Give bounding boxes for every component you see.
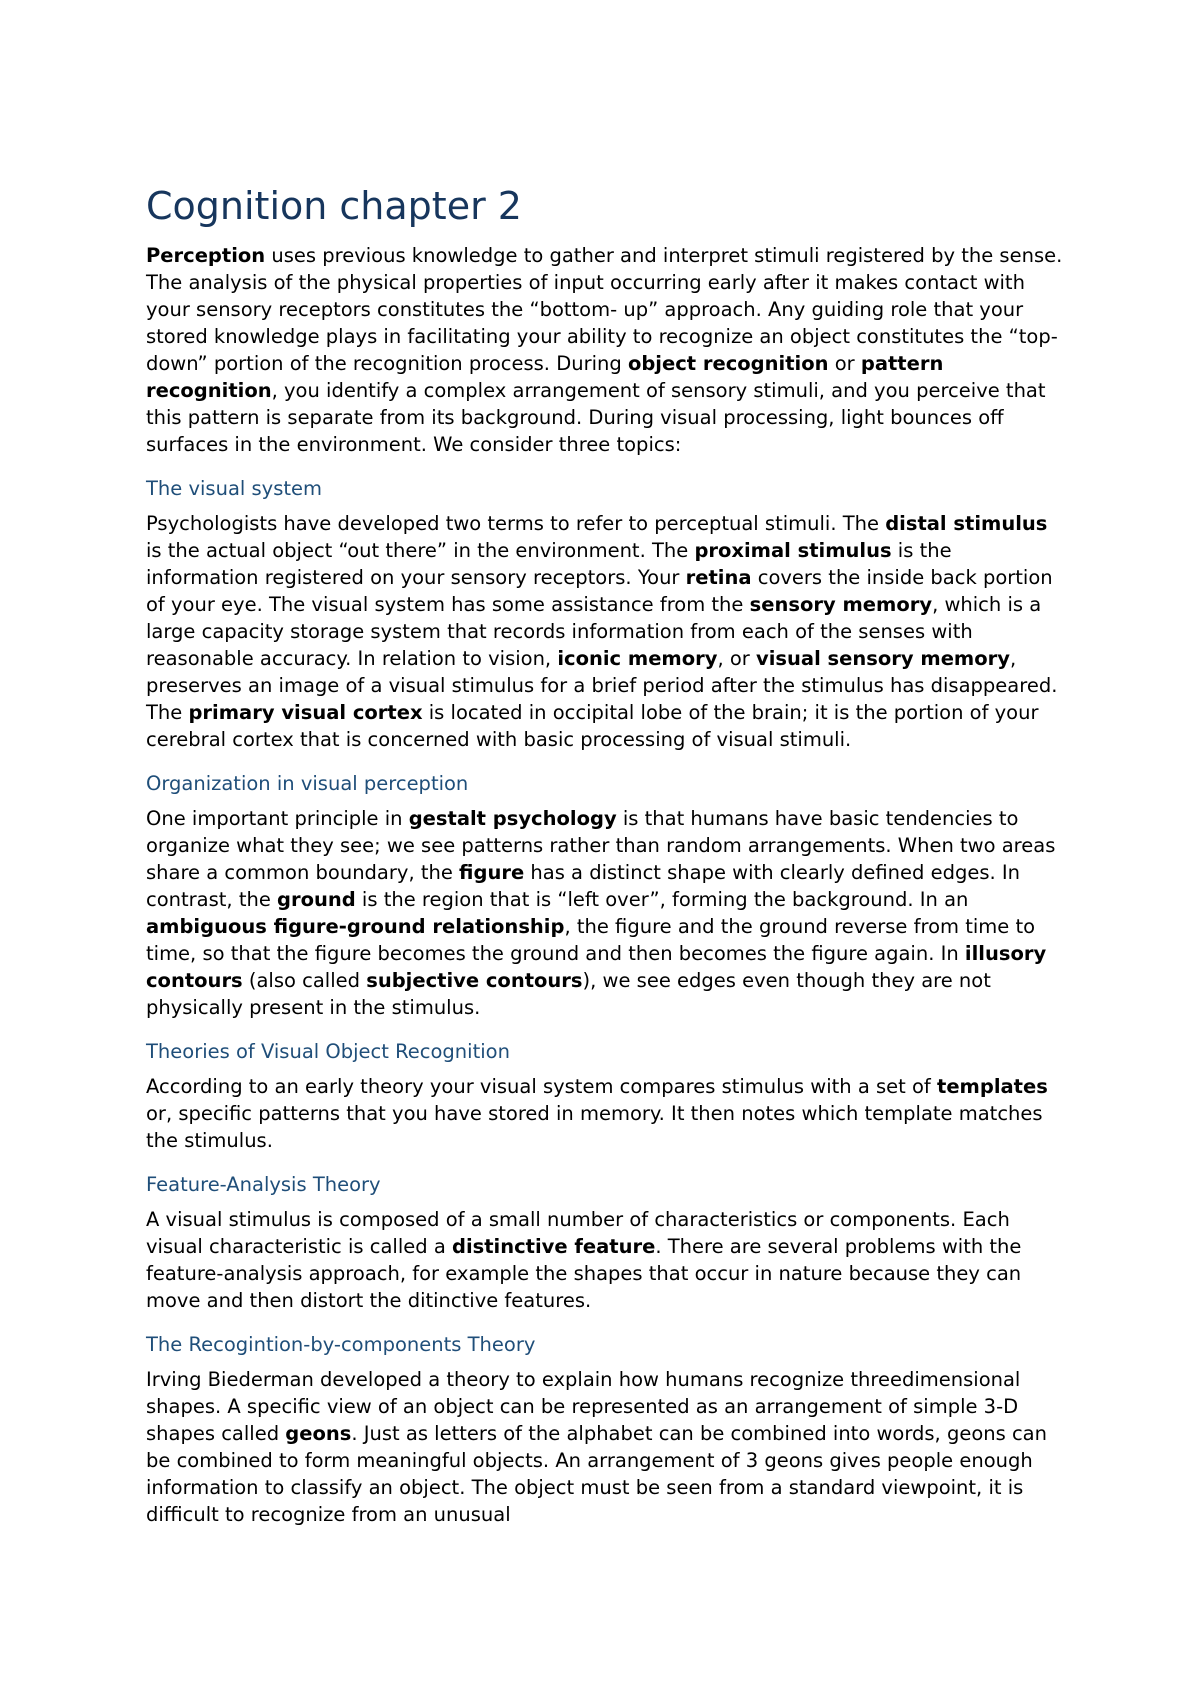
section-paragraph (146, 1206, 1066, 1314)
paragraph-text: uses previous knowledge to gather and interpret stimuli registered by the sense. The analysis of the physical properties of input occurring early after it makes contact with your sensory receptors constitutes the “bottom- up” approach. Any guiding role that your stored knowledge plays in facilitating your ability to recognize an object constitutes the “top-down” portion of the recognition process. During (146, 244, 1063, 375)
paragraph-text: A visual stimulus is composed of a small number of characteristics or components. Each visual characteristic is called a (146, 1208, 1010, 1258)
key-term: object recognition (627, 352, 829, 375)
paragraph-text: has a distinct shape with clearly defined edges. In contrast, the (146, 861, 1021, 911)
key-term: proximal stimulus (694, 539, 892, 562)
key-term: distal stimulus (885, 512, 1048, 535)
paragraph-text: One important principle in (146, 807, 409, 830)
paragraph-text: is the region that is “left over”, forming the background. In an (355, 888, 969, 911)
section-heading: Theories of Visual Object Recognition (146, 1040, 510, 1063)
key-term: retina (685, 566, 752, 589)
key-term: iconic memory (557, 647, 718, 670)
paragraph-text: or (828, 352, 861, 375)
document-title: Cognition chapter 2 (146, 184, 522, 228)
section-heading: The Recogintion-by-components Theory (146, 1333, 536, 1356)
paragraph-text: , the figure and the ground reverse from time to time, so that the figure becomes the ground and then becomes the figure again. In (146, 915, 1036, 965)
section-paragraph (146, 510, 1066, 753)
key-term: sensory memory (749, 593, 933, 616)
document-body (146, 242, 1066, 1528)
paragraph-text: or, specific patterns that you have stored in memory. It then notes which template matches the stimulus. (146, 1102, 1043, 1152)
key-term: illusory contours (146, 942, 1047, 992)
key-term: Perception (146, 244, 266, 267)
key-term: geons (285, 1422, 352, 1445)
key-term: ground (277, 888, 356, 911)
section-heading: Feature-Analysis Theory (146, 1173, 381, 1196)
paragraph-text: is the information registered on your sensory receptors. Your (146, 539, 952, 589)
key-term: subjective contours (366, 969, 583, 992)
section-heading: Organization in visual perception (146, 772, 469, 795)
document-page (146, 184, 1066, 1545)
key-term: pattern recognition (146, 352, 944, 402)
paragraph-text: . Just as letters of the alphabet can be combined into words, geons can be combined to form meaningful objects. An arrangement of 3 geons gives people enough information to classify an object. The object must be seen from a standard viewpoint, it is difficult to recognize from an unusual (146, 1422, 1047, 1526)
paragraph-text: is the actual object “out there” in the environment. The (146, 539, 695, 562)
paragraph-text: is that humans have basic tendencies to organize what they see; we see patterns rather than random arrangements. When two areas share a common boundary, the (146, 807, 1056, 884)
key-term: ambiguous figure-ground relationship (146, 915, 565, 938)
paragraph-text: Irving Biederman developed a theory to explain how humans recognize threedimensional shapes. A specific view of an object can be represented as an arrangement of simple 3-D shapes called (146, 1368, 1021, 1445)
paragraph-text: , preserves an image of a visual stimulus for a brief period after the stimulus has disappeared. The (146, 647, 1058, 724)
key-term: primary visual cortex (188, 701, 423, 724)
paragraph-text: is located in occipital lobe of the brain; it is the portion of your cerebral cortex that is concerned with basic processing of visual stimuli. (146, 701, 1039, 751)
section-paragraph (146, 242, 1066, 458)
section-paragraph (146, 1366, 1066, 1528)
paragraph-text: (also called (242, 969, 367, 992)
section-heading: The visual system (146, 477, 323, 500)
paragraph-text: ), we see edges even though they are not physically present in the stimulus. (146, 969, 991, 1019)
paragraph-text: Psychologists have developed two terms to refer to perceptual stimuli. The (146, 512, 886, 535)
section-paragraph (146, 1073, 1066, 1154)
key-term: templates (937, 1075, 1048, 1098)
key-term: visual sensory memory (756, 647, 1010, 670)
key-term: distinctive feature (451, 1235, 656, 1258)
key-term: gestalt psychology (408, 807, 617, 830)
paragraph-text: covers the inside back portion of your eye. The visual system has some assistance from the (146, 566, 1053, 616)
paragraph-text: , which is a large capacity storage system that records information from each of the senses with reasonable accuracy. In relation to vision, (146, 593, 1042, 670)
paragraph-text: According to an early theory your visual system compares stimulus with a set of (146, 1075, 937, 1098)
paragraph-text: , you identify a complex arrangement of sensory stimuli, and you perceive that this pattern is separate from its background. During visual processing, light bounces off surfaces in the environment. We consider three topics: (146, 379, 1046, 456)
paragraph-text: , or (717, 647, 757, 670)
key-term: figure (459, 861, 525, 884)
section-paragraph (146, 805, 1066, 1021)
paragraph-text: . There are several problems with the feature-analysis approach, for example the shapes that occur in nature because they can move and then distort the ditinctive features. (146, 1235, 1022, 1312)
